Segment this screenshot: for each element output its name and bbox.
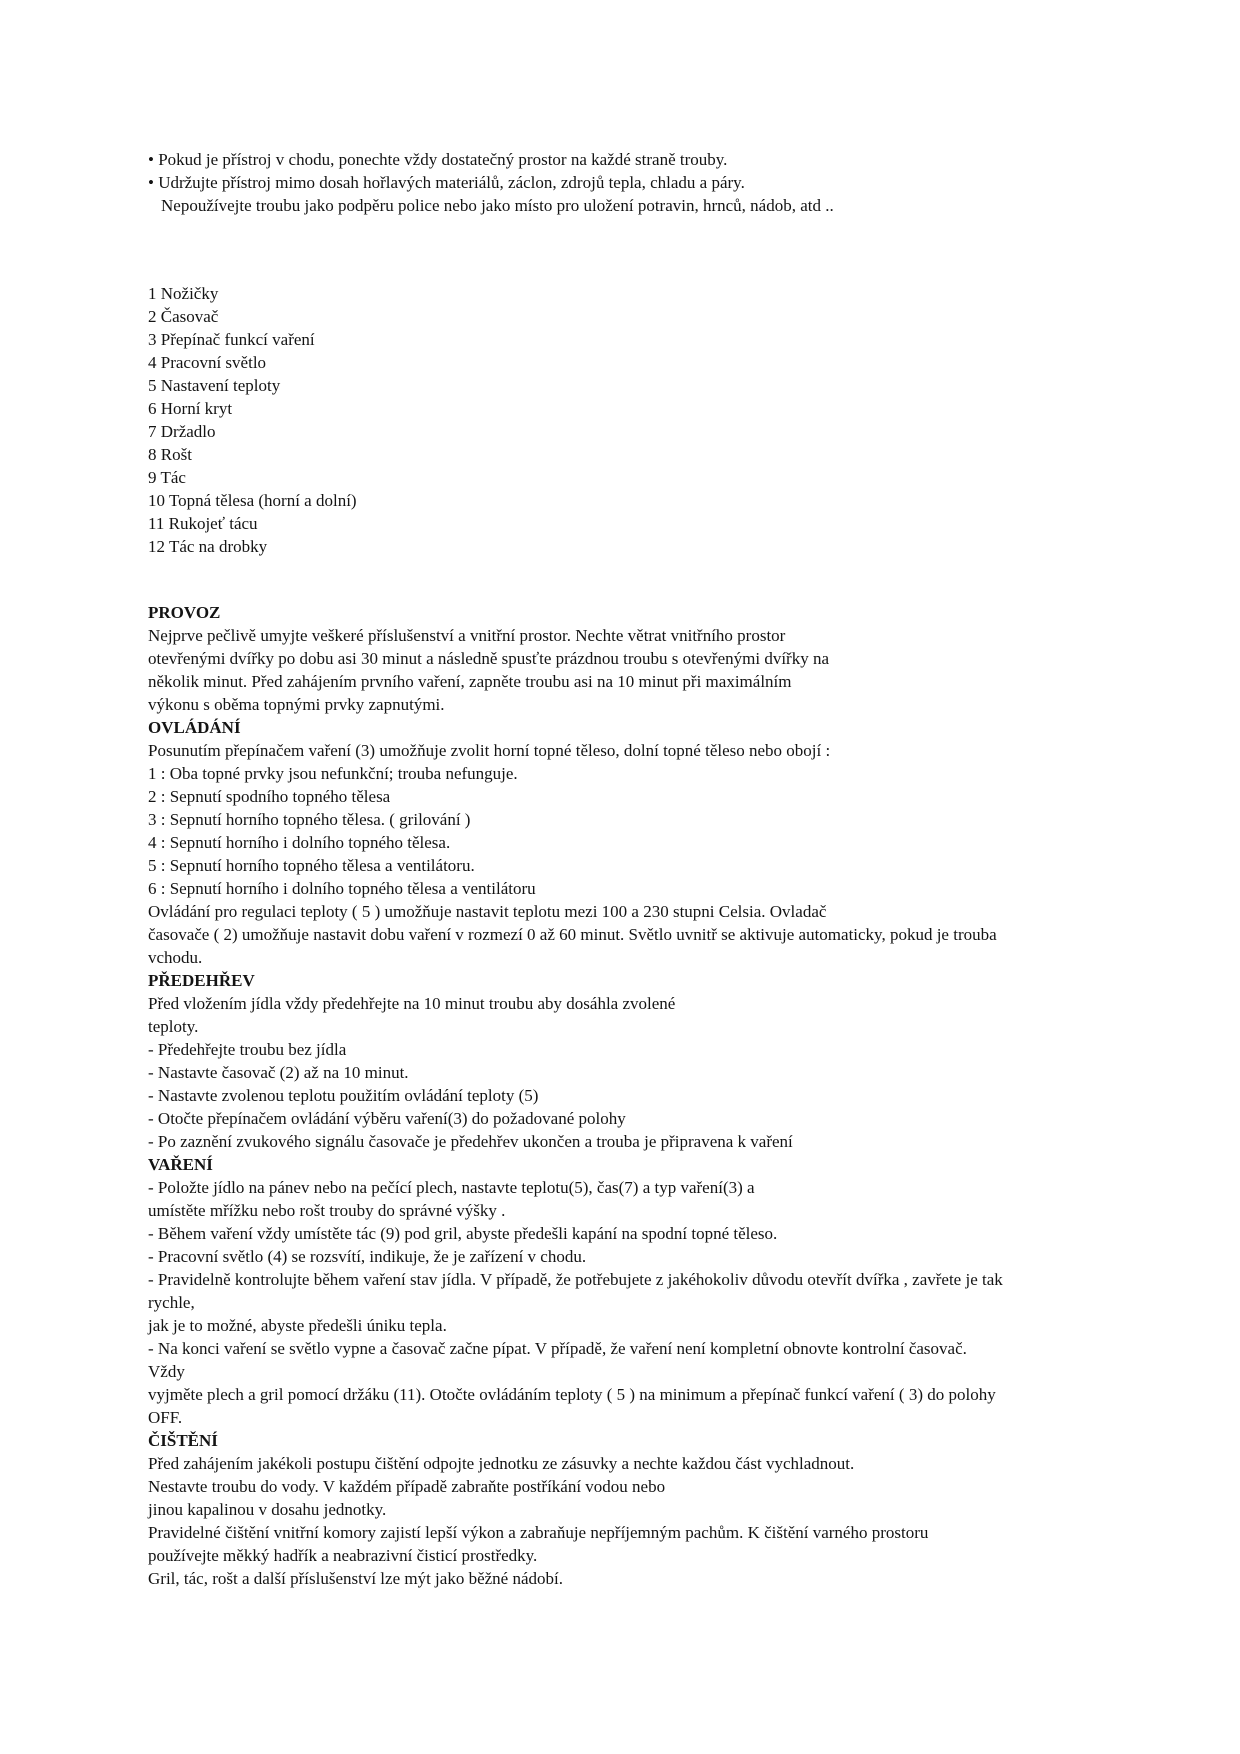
body-line: jinou kapalinou v dosahu jednotky.	[148, 1500, 387, 1519]
body-line: - Pracovní světlo (4) se rozsvítí, indikuje, že je zařízení v chodu.	[148, 1247, 587, 1266]
body-line: 5 : Sepnutí horního topného tělesa a ventilátoru.	[148, 856, 475, 875]
heading-vareni: VAŘENÍ	[148, 1155, 213, 1174]
body-line: 6 : Sepnutí horního i dolního topného tělesa a ventilátoru	[148, 879, 536, 898]
body-line: vyjměte plech a gril pomocí držáku (11). Otočte ovládáním teploty ( 5 ) na minimum a přepínač funkcí vaření ( 3) do polohy	[148, 1385, 996, 1404]
parts-list-item: 7 Držadlo	[148, 422, 216, 441]
parts-list-item: 3 Přepínač funkcí vaření	[148, 330, 315, 349]
body-line: 4 : Sepnutí horního i dolního topného tělesa.	[148, 833, 451, 852]
body-line: - Po zaznění zvukového signálu časovače je předehřev ukončen a trouba je připravena k vaření	[148, 1132, 793, 1151]
heading-cisteni: ČIŠTĚNÍ	[148, 1431, 218, 1450]
body-line: Pravidelné čištění vnitřní komory zajistí lepší výkon a zabraňuje nepříjemným pachům. K čištění varného prostoru	[148, 1523, 929, 1542]
body-line: rychle,	[148, 1293, 195, 1312]
parts-list-item: 1 Nožičky	[148, 284, 219, 303]
parts-list-item: 9 Tác	[148, 468, 186, 487]
body-line: Posunutím přepínačem vaření (3) umožňuje zvolit horní topné těleso, dolní topné těleso nebo obojí :	[148, 741, 831, 760]
body-line: Před zahájením jakékoli postupu čištění odpojte jednotku ze zásuvky a nechte každou část vychladnout.	[148, 1454, 855, 1473]
parts-list-item: 10 Topná tělesa (horní a dolní)	[148, 491, 357, 510]
intro-note: Nepoužívejte troubu jako podpěru police nebo jako místo pro uložení potravin, hrnců, nádob, atd ..	[161, 196, 834, 215]
parts-list-item: 6 Horní kryt	[148, 399, 233, 418]
heading-predehrev: PŘEDEHŘEV	[148, 971, 255, 990]
body-line: - Položte jídlo na pánev nebo na pečící plech, nastavte teplotu(5), čas(7) a typ vaření(3) a	[148, 1178, 755, 1197]
body-line: 1 : Oba topné prvky jsou nefunkční; trouba nefunguje.	[148, 764, 518, 783]
body-line: umístěte mřížku nebo rošt trouby do správné výšky .	[148, 1201, 506, 1220]
body-line: - Nastavte časovač (2) až na 10 minut.	[148, 1063, 409, 1082]
body-line: 3 : Sepnutí horního topného tělesa. ( grilování )	[148, 810, 471, 829]
body-line: časovače ( 2) umožňuje nastavit dobu vaření v rozmezí 0 až 60 minut. Světlo uvnitř se aktivuje automaticky, pokud je trouba	[148, 925, 997, 944]
body-line: Gril, tác, rošt a další příslušenství lze mýt jako běžné nádobí.	[148, 1569, 563, 1588]
intro-bullet: • Pokud je přístroj v chodu, ponechte vždy dostatečný prostor na každé straně trouby.	[148, 150, 728, 169]
body-line: - Během vaření vždy umístěte tác (9) pod gril, abyste předešli kapání na spodní topné těleso.	[148, 1224, 778, 1243]
body-line: Nejprve pečlivě umyjte veškeré příslušenství a vnitřní prostor. Nechte větrat vnitřního prostor	[148, 626, 786, 645]
intro-bullet: • Udržujte přístroj mimo dosah hořlavých materiálů, záclon, zdrojů tepla, chladu a páry.	[148, 173, 745, 192]
body-line: několik minut. Před zahájením prvního vaření, zapněte troubu asi na 10 minut při maximálním	[148, 672, 792, 691]
parts-list-item: 5 Nastavení teploty	[148, 376, 281, 395]
heading-ovladani: OVLÁDÁNÍ	[148, 718, 241, 737]
parts-list-item: 4 Pracovní světlo	[148, 353, 267, 372]
body-line: - Pravidelně kontrolujte během vaření stav jídla. V případě, že potřebujete z jakéhokoliv důvodu otevřít dvířka , zavřete je tak	[148, 1270, 1003, 1289]
body-line: OFF.	[148, 1408, 183, 1427]
parts-list-item: 8 Rošt	[148, 445, 192, 464]
body-line: - Otočte přepínačem ovládání výběru vaření(3) do požadované polohy	[148, 1109, 626, 1128]
body-line: výkonu s oběma topnými prvky zapnutými.	[148, 695, 445, 714]
body-line: teploty.	[148, 1017, 199, 1036]
body-line: Ovládání pro regulaci teploty ( 5 ) umožňuje nastavit teplotu mezi 100 a 230 stupni Celsia. Ovladač	[148, 902, 827, 921]
heading-provoz: PROVOZ	[148, 603, 221, 622]
body-line: 2 : Sepnutí spodního topného tělesa	[148, 787, 391, 806]
parts-list-item: 2 Časovač	[148, 307, 219, 326]
body-line: - Předehřejte troubu bez jídla	[148, 1040, 347, 1059]
body-line: Před vložením jídla vždy předehřejte na 10 minut troubu aby dosáhla zvolené	[148, 994, 676, 1013]
parts-list-item: 12 Tác na drobky	[148, 537, 268, 556]
body-line: používejte měkký hadřík a neabrazivní čisticí prostředky.	[148, 1546, 538, 1565]
body-line: jak je to možné, abyste předešli úniku tepla.	[148, 1316, 447, 1335]
body-line: - Nastavte zvolenou teplotu použitím ovládání teploty (5)	[148, 1086, 539, 1105]
body-line: Vždy	[148, 1362, 185, 1381]
parts-list-item: 11 Rukojeť tácu	[148, 514, 258, 533]
body-line: vchodu.	[148, 948, 203, 967]
body-line: otevřenými dvířky po dobu asi 30 minut a následně spusťte prázdnou troubu s otevřenými dvířky na	[148, 649, 829, 668]
body-line: - Na konci vaření se světlo vypne a časovač začne pípat. V případě, že vaření není kompletní obnovte kontrolní časovač.	[148, 1339, 967, 1358]
body-line: Nestavte troubu do vody. V každém případě zabraňte postříkání vodou nebo	[148, 1477, 666, 1496]
